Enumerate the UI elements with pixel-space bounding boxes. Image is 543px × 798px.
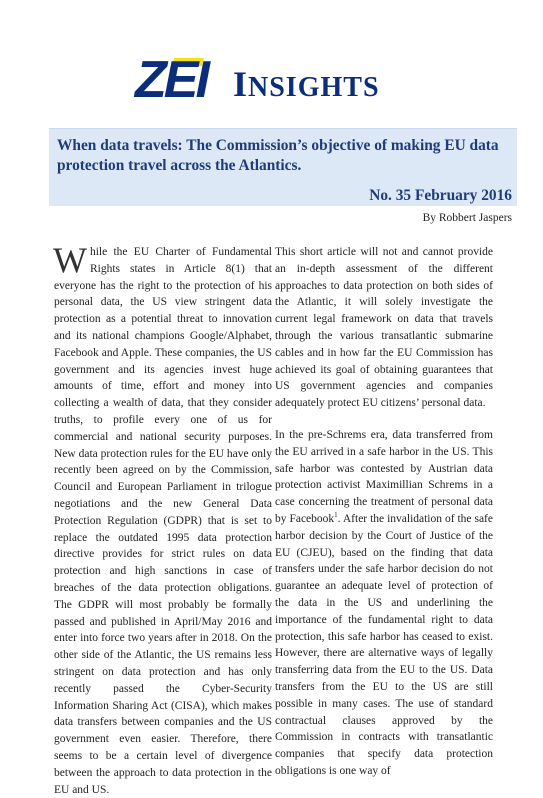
paragraph-text: . After the invalidation of the safe harbor decision by the Court of Justice of the EU (CJEU), based on the finding that data transfers under the safe harbor decision do not guarantee an adequate level of protection of the data in the US and underlining the importance of the fundamental right to data protection, this safe harbor has ceased to exist. However, there are alternative ways of legally transferring data from the EU to the US. Data transfers from the EU to the US are still possible in many cases. The use of standard contractual clauses approved by the Commission in contracts with transatlantic companies that specify data protection obligations is one way of [275, 512, 493, 777]
drop-cap: W [53, 240, 87, 280]
author-byline: By Robbert Jaspers [422, 212, 512, 224]
article-title: When data travels: The Commission’s objective of making EU data protection travel across the Atlantics. [57, 137, 499, 174]
paragraph-text: In the pre-Schrems era, data transferred from the EU arrived in a safe harbor in the US. This safe harbor was contested by Austrian data protection activist Maximillian Schrems in a case concerning the treatment of personal data by Facebook [275, 428, 493, 525]
logo-insights-initial: I [233, 64, 249, 104]
paragraph-text: hile the EU Charter of Fundamental Rights states in Article 8(1) that everyone has the right to the protection of his personal data, the US view stringent data protection as a potential threat to innovation and its national champions Google/Alphabet, Facebook and Apple. These companies, the US government and its agencies invest huge amounts of time, effort and money into collecting a wealth of data, that they consider truths, to profile every one of us for commercial and national security purposes. New data protection rules for the EU have only recently been agreed on by the Commission, Council and European Parliament in trilogue negotiations and the new General Data Protection Regulation (GDPR) that is set to replace the outdated 1995 data protection directive provides for strict rules on data protection and high sanctions in case of breaches of the data protection obligations. The GDPR will most probably be formally passed and published in April/May 2016 and enter into force two years after in 2018. On the other side of the Atlantic, the US remains less stringent on data protection and has only recently passed the Cyber-Security Information Sharing Act (CISA), which makes data transfers between companies and the US government even easier. Therefore, there seems to be a certain level of divergence between the approach to data protection in the EU and US. [54, 246, 272, 796]
paragraph [53, 240, 272, 798]
logo-zei: ZEI [135, 51, 207, 109]
logo-insights-rest: NSIGHTS [248, 72, 380, 103]
text-column-right [275, 244, 493, 780]
paragraph: This short article will not and cannot provide an in-depth assessment of the different approaches to data protection on both sides of the Atlantic, it will solely investigate the current legal framework on data that travels through the various transatlantic submarine cables and in how far the EU Commission has achieved its goal of obtaining guarantees that US government agencies and companies adequately protect EU citizens’ personal data. [275, 246, 493, 410]
zei-insights-logo [135, 50, 405, 110]
footnote-marker[interactable]: 1 [334, 511, 338, 520]
logo-insights [233, 64, 380, 108]
paragraph [275, 427, 493, 780]
text-column-left [53, 240, 272, 798]
issue-number-date: No. 35 February 2016 [369, 187, 512, 204]
